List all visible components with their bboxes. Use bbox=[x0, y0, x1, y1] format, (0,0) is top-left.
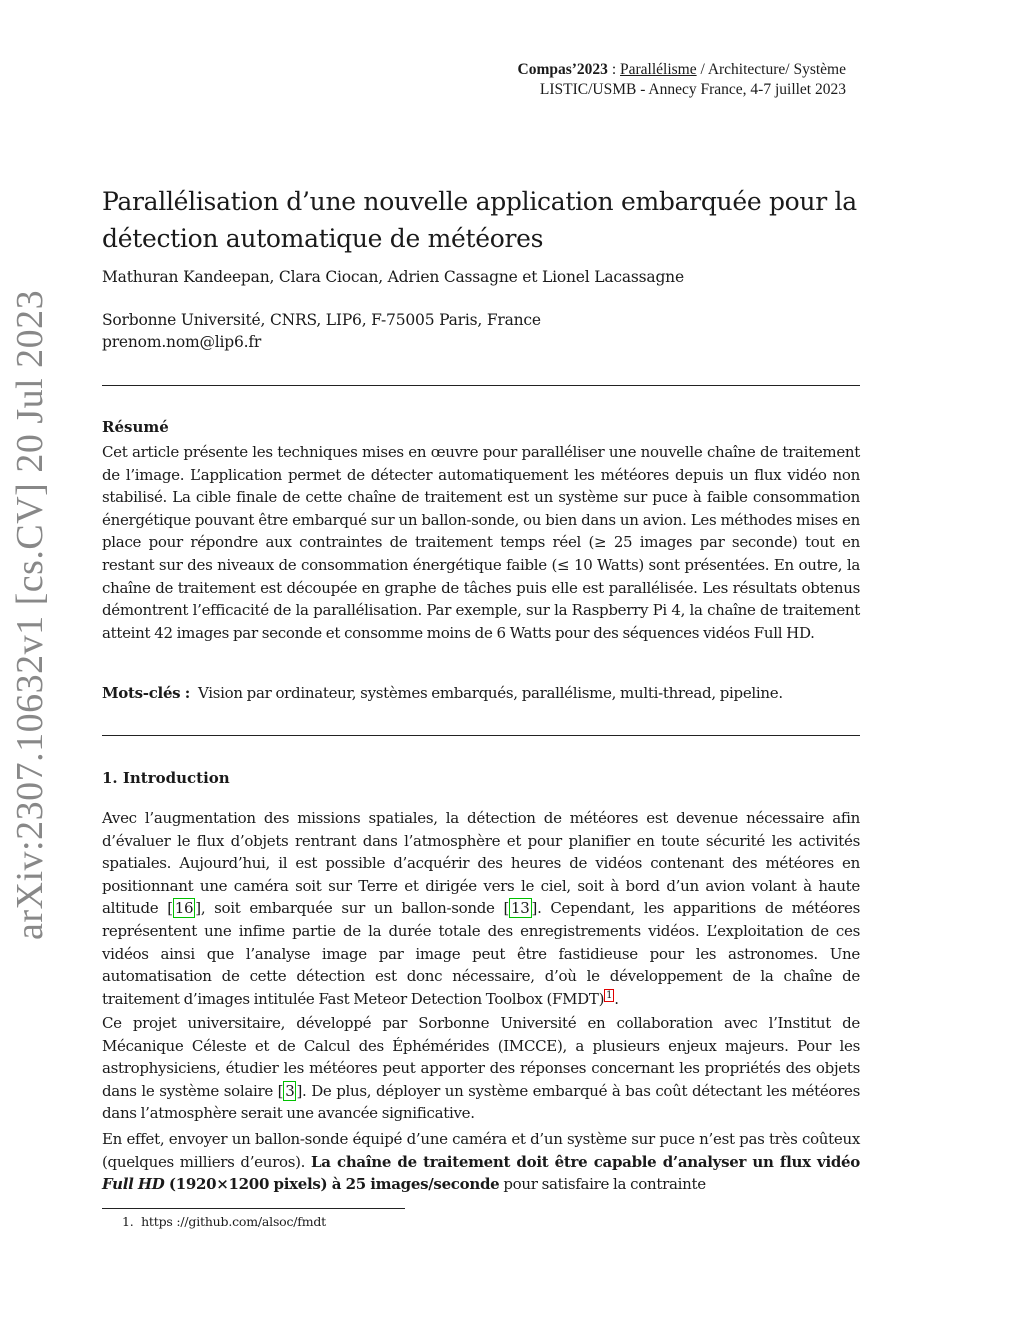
intro-p3-bold-a: La chaîne de traitement doit être capable d’analyser un flux vidéo bbox=[311, 1152, 860, 1171]
abstract-heading: Résumé bbox=[102, 418, 169, 436]
intro-p1-text-b: , soit embarquée sur un ballon-sonde bbox=[200, 899, 504, 918]
footnote-url[interactable]: https ://github.com/alsoc/fmdt bbox=[141, 1214, 326, 1229]
keywords-text: Vision par ordinateur, systèmes embarqués, parallélisme, multi-thread, pipeline. bbox=[197, 684, 783, 702]
arxiv-stamp: arXiv:2307.10632v1 [cs.CV] 20 Jul 2023 bbox=[9, 289, 51, 940]
intro-paragraph-2: Ce projet universitaire, développé par Sorbonne Université en collaboration avec l’Institut de Mécanique Céleste et de Calcul des Éphémérides (IMCCE), a plusieurs enjeux majeurs. Pour les astrophysiciens, étudier les météores peut apporter des réponses concernant les propriétés des objets dans le système solaire [ 3 ]. De plus, déployer un système embarqué à bas coût détectant les météores dans l’atmosphère serait une avancée significative. bbox=[102, 1014, 860, 1123]
citation-link[interactable]: 3 bbox=[285, 1081, 295, 1100]
intro-p3-text-c: pour satisfaire la contrainte bbox=[499, 1175, 706, 1194]
intro-paragraph-1: Avec l’augmentation des missions spatiales, la détection de météores est devenue nécessaire afin d’évaluer le flux d’objets rentrant dans l’atmosphère et pour planifier en toute sécurité les activités spatiales. Aujourd’hui, il est possible d’acquérir des heures de vidéos contenant des météores en positionnant une caméra soit sur Terre et dirigée vers le ciel, soit à bord d’un avion volant à haute altitude [ 16 ], soit embarquée sur un ballon-sonde [ 13 ]. Cependant, les apparitions de météores représentent une infime partie de la durée totale des enregistrements vidéos. L’exploitation de ces vidéos ainsi que l’analyse image par image peut être fastidieuse pour les astronomes. Une automatisation de cette détection est donc nécessaire, d’où le développement de la chaîne de traitement d’images intitulée Fast Meteor Detection Toolbox (FMDT) $^1$ . bbox=[102, 809, 861, 1008]
intro-paragraph-3 bbox=[102, 1128, 860, 1196]
footnote-rule bbox=[102, 1208, 405, 1209]
track-rest: / Architecture/ Système bbox=[696, 61, 846, 78]
track-link[interactable]: Parallélisme bbox=[620, 61, 697, 78]
footnote bbox=[122, 1214, 326, 1229]
conference-name: Compas’2023 bbox=[517, 61, 608, 78]
intro-p2-text-a: Ce projet universitaire, développé par Sorbonne Université en collaboration avec l’Institut de Mécanique Céleste et de Calcul des Éphémérides (IMCCE), a plusieurs enjeux majeurs. Pour les astrophysiciens, étudier les météores peut apporter des réponses concernant les propriétés des objets dans le système solaire bbox=[102, 1014, 860, 1100]
keywords bbox=[102, 682, 860, 705]
author-list: Mathuran Kandeepan, Clara Ciocan, Adrien Cassagne et Lionel Lacassagne bbox=[102, 268, 684, 286]
citation-link[interactable]: 13 bbox=[511, 899, 530, 918]
intro-p3-bold-italic: Full HD bbox=[102, 1175, 165, 1194]
intro-p1-text-d: . bbox=[614, 989, 619, 1008]
divider-bottom bbox=[102, 735, 860, 736]
intro-p1-text-a: Avec l’augmentation des missions spatiales, la détection de météores est devenue nécessaire afin d’évaluer le flux d’objets rentrant dans l’atmosphère et pour planifier en toute sécurité les activités spatiales. Aujourd’hui, il est possible d’acquérir des heures de vidéos contenant des météores en positionnant une caméra soit sur Terre et dirigée vers le ciel, soit à bord d’un avion volant à haute altitude bbox=[102, 809, 860, 918]
footnote-number: 1. bbox=[122, 1214, 134, 1229]
venue-location: LISTIC/USMB - Annecy France, 4-7 juillet 2023 bbox=[539, 81, 846, 98]
venue-line-1 bbox=[518, 60, 846, 80]
email: prenom.nom@lip6.fr bbox=[102, 333, 262, 351]
citation-link[interactable]: 16 bbox=[174, 899, 194, 918]
divider-top bbox=[102, 385, 860, 386]
intro-p2-text-b: . De plus, déployer un système embarqué à bas coût détectant les météores dans l’atmosphère serait une avancée significative. bbox=[102, 1081, 860, 1123]
intro-p1-text-c: . Cependant, les apparitions de météores représentent une infime partie de la durée totale des enregistrements vidéos. L’exploitation de ces vidéos ainsi que l’analyse image par image peut être fastidieuse pour les astronomes. Une automatisation de cette détection est donc nécessaire, d’où le développement de la chaîne de traitement d’images intitulée Fast Meteor Detection Toolbox (FMDT) bbox=[102, 899, 861, 1008]
footnote-link[interactable]: 1 bbox=[606, 989, 613, 1001]
paper-title: Parallélisation d’une nouvelle application embarquée pour la détection automatique de météores bbox=[102, 187, 857, 253]
affiliation-block bbox=[102, 309, 541, 353]
keywords-label: Mots-clés : bbox=[102, 684, 190, 702]
section-heading: 1. Introduction bbox=[102, 769, 230, 787]
intro-p3-bold-b: (1920×1200 pixels) à 25 images/seconde bbox=[164, 1175, 500, 1194]
intro-p3-text-a: En effet, envoyer un ballon-sonde équipé d’une caméra et d’un système sur puce n’est pas très coûteux (quelques milliers d’euros). bbox=[102, 1130, 860, 1171]
venue-header bbox=[518, 60, 846, 100]
venue-separator: : bbox=[607, 61, 620, 78]
abstract-text: Cet article présente les techniques mises en œuvre pour paralléliser une nouvelle chaîne de traitement de l’image. L’application permet de détecter automatiquement les météores depuis un flux vidéo non stabilisé. La cible finale de cette chaîne de traitement est un système sur puce à faible consommation énergétique pouvant être embarqué sur un ballon-sonde, ou bien dans un avion. Les méthodes mises en place pour répondre aux contraintes de traitement temps réel (≥ 25 images par seconde) tout en restant sur des niveaux de consommation énergétique faible (≤ 10 Watts) sont présentées. En outre, la chaîne de traitement est découpée en graphe de tâches puis elle est parallélisée. Les résultats obtenus démontrent l’efficacité de la parallélisation. Par exemple, sur la Raspberry Pi 4, la chaîne de traitement atteint 42 images par seconde et consomme moins de 6 Watts pour des séquences vidéos Full HD. bbox=[102, 443, 860, 642]
affiliation: Sorbonne Université, CNRS, LIP6, F-75005 Paris, France bbox=[102, 311, 541, 329]
